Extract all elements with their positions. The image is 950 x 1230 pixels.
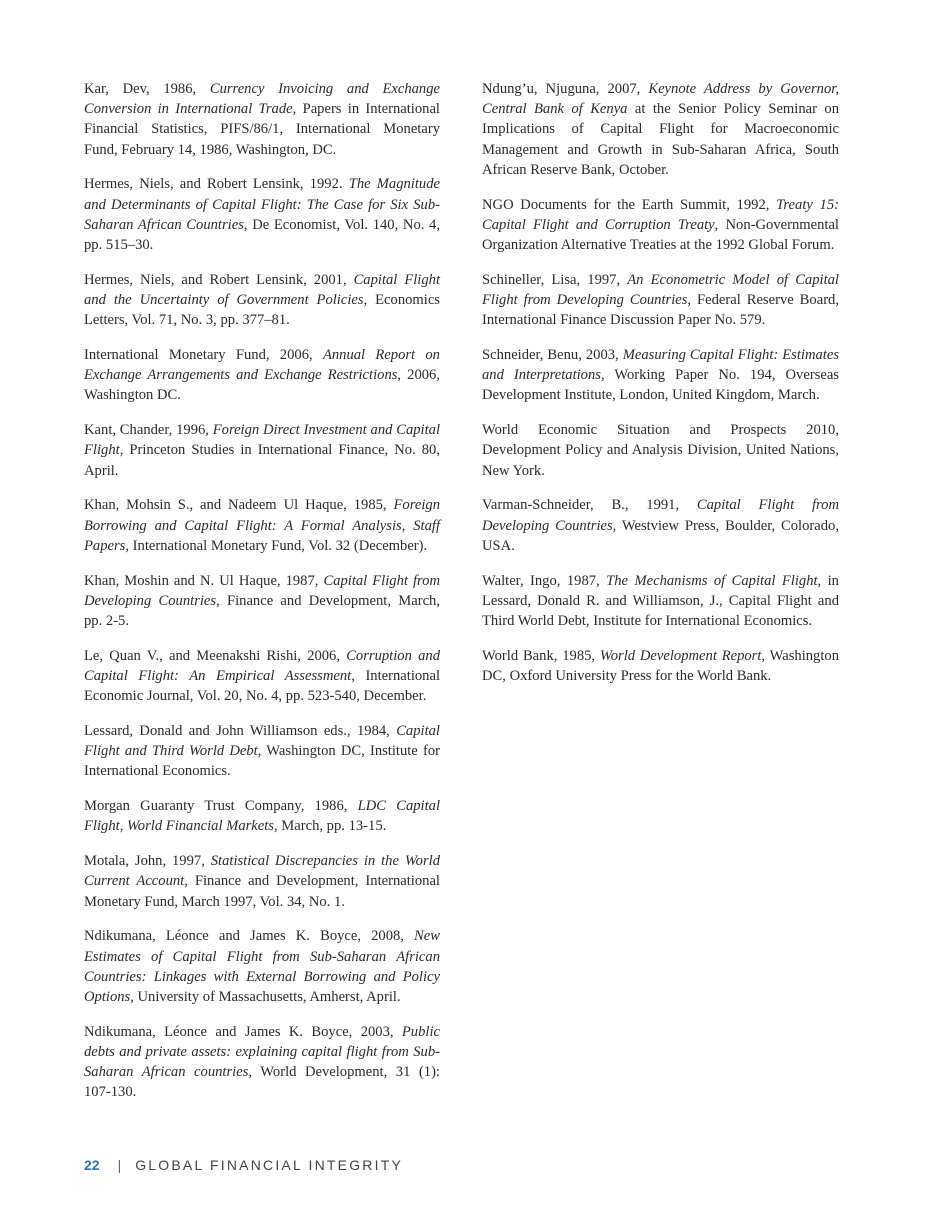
reference-text: , Washington DC, Oxford University Press for the World Bank. (482, 647, 839, 685)
reference-text: NGO Documents for the Earth Summit, 1992, (482, 196, 777, 213)
reference-entry (84, 796, 440, 836)
reference-text: Khan, Moshin and N. Ul Haque, 1987, (84, 572, 324, 589)
references-left-column (84, 79, 440, 1117)
reference-text: , World Development, 31 (1): 107-130. (84, 1064, 440, 1101)
footer-separator: | (117, 1157, 122, 1173)
reference-title: Keynote Address by Governor, Central Bank of Kenya (482, 81, 839, 118)
reference-entry (84, 79, 440, 160)
reference-entry (84, 571, 440, 632)
reference-title: World Financial Markets (126, 818, 274, 835)
reference-title: Capital Flight and Third World Debt (84, 723, 440, 760)
references-right-column (482, 79, 839, 701)
reference-text: , Finance and Development, International Monetary Fund, March 1997, Vol. 34, No. 1. (84, 873, 440, 910)
reference-text: Kar, Dev, 1986, (84, 81, 210, 97)
reference-entry (482, 495, 839, 556)
reference-title: An Econometric Model of Capital Flight from Developing Countries (482, 271, 839, 309)
reference-title: Measuring Capital Flight: Estimates and Interpretations (482, 347, 839, 384)
reference-entry (482, 79, 839, 180)
reference-text: Hermes, Niels, and Robert Lensink, 2001, (84, 271, 354, 288)
reference-text: , in Lessard, Donald R. and Williamson, J., Capital Flight and Third World Debt, Institute for International Economics. (482, 572, 839, 630)
reference-title: Treaty 15: Capital Flight and Corruption Treaty (482, 196, 839, 233)
page-footer (84, 1157, 403, 1173)
reference-text: , Westview Press, Boulder, Colorado, USA. (482, 517, 839, 554)
reference-text: , Federal Reserve Board, International Finance Discussion Paper No. 579. (482, 292, 839, 329)
reference-text: , March, pp. 13-15. (274, 818, 387, 835)
reference-text: Khan, Mohsin S., and Nadeem Ul Haque, 1985, (84, 497, 394, 514)
reference-text: Schineller, Lisa, 1997, (482, 271, 628, 288)
reference-text: Le, Quan V., and Meenakshi Rishi, 2006, (84, 647, 347, 664)
reference-entry (84, 270, 440, 331)
page-number: 22 (84, 1157, 100, 1173)
reference-title: Capital Flight from Developing Countries (482, 497, 839, 534)
reference-entry (482, 270, 839, 331)
reference-text: , De Economist, Vol. 140, No. 4, pp. 515–30. (84, 216, 440, 254)
reference-text: , International Economic Journal, Vol. 20, No. 4, pp. 523-540, December. (84, 668, 440, 705)
reference-title: The Magnitude and Determinants of Capital Flight: The Case for Six Sub-Saharan African Countries (84, 176, 440, 233)
reference-text: at the Senior Policy Seminar on Implications of Capital Flight for Macroeconomic Management and Growth in Sub-Saharan Africa, South African Reserve Bank, October. (482, 101, 839, 178)
reference-title: LDC Capital Flight (84, 798, 440, 835)
reference-entry (84, 646, 440, 707)
reference-text: , Finance and Development, March, pp. 2-5. (84, 592, 440, 630)
reference-title: Currency Invoicing and Exchange Conversion in International Trade (84, 81, 440, 118)
footer-organization: GLOBAL FINANCIAL INTEGRITY (135, 1157, 403, 1173)
reference-text: , Princeton Studies in International Finance, No. 80, April. (84, 442, 440, 479)
reference-entry (84, 174, 440, 255)
reference-entry (482, 571, 839, 632)
reference-text: , Washington DC, Institute for International Economics. (84, 743, 440, 780)
reference-title: The Mechanisms of Capital Flight (606, 572, 818, 589)
reference-title: Corruption and Capital Flight: An Empirical Assessment (84, 647, 440, 685)
reference-title: World Development Report (599, 647, 762, 664)
reference-text: Schneider, Benu, 2003, (482, 347, 623, 364)
reference-text: Lessard, Donald and John Williamson eds., 1984, (84, 723, 397, 740)
reference-entry (482, 345, 839, 406)
reference-text: , (401, 517, 414, 534)
reference-text: , 2006, Washington DC. (84, 367, 440, 404)
reference-title: Public debts and private assets: explaining capital flight from Sub-Saharan African countries (84, 1023, 440, 1081)
reference-text: , International Monetary Fund, Vol. 32 (December). (125, 537, 428, 554)
reference-entry (482, 420, 839, 481)
reference-title: Statistical Discrepancies in the World Current Account (84, 853, 440, 890)
reference-entry (84, 345, 440, 406)
reference-entry (84, 926, 440, 1007)
reference-title: Capital Flight and the Uncertainty of Government Policies (84, 271, 441, 309)
reference-entry (84, 851, 440, 912)
reference-text: Kant, Chander, 1996, (84, 422, 213, 439)
reference-text: Ndikumana, Léonce and James K. Boyce, 2008, (84, 928, 415, 945)
reference-text: Ndung’u, Njuguna, 2007, (482, 81, 649, 97)
reference-entry (84, 495, 440, 556)
reference-text: World Economic Situation and Prospects 2010, Development Policy and Analysis Division, United Nations, New York. (482, 422, 839, 479)
reference-text: , Working Paper No. 194, Overseas Development Institute, London, United Kingdom, March. (482, 367, 839, 404)
reference-text: Morgan Guaranty Trust Company, 1986, (84, 798, 358, 815)
reference-entry (84, 420, 440, 481)
reference-title: Staff Papers (84, 517, 441, 554)
reference-text: Motala, John, 1997, (84, 853, 211, 870)
reference-entry (84, 721, 440, 782)
reference-title: Annual Report on Exchange Arrangements and Exchange Restrictions (84, 347, 440, 384)
reference-text: , Non-Governmental Organization Alternative Treaties at the 1992 Global Forum. (482, 216, 839, 254)
reference-entry (84, 1022, 440, 1103)
reference-text: International Monetary Fund, 2006, (84, 347, 323, 364)
reference-text: , University of Massachusetts, Amherst, April. (130, 989, 401, 1006)
reference-text: World Bank, 1985, (482, 647, 600, 664)
reference-text: Varman-Schneider, B., 1991, (482, 497, 697, 514)
reference-text: Hermes, Niels, and Robert Lensink, 1992. (84, 176, 349, 193)
reference-entry (482, 195, 839, 256)
reference-text: Ndikumana, Léonce and James K. Boyce, 2003, (84, 1023, 402, 1040)
reference-title: Foreign Direct Investment and Capital Flight (84, 422, 440, 459)
reference-title: Capital Flight from Developing Countries (84, 572, 440, 609)
reference-text: , Economics Letters, Vol. 71, No. 3, pp. 377–81. (84, 292, 440, 329)
reference-text: Walter, Ingo, 1987, (482, 572, 607, 589)
reference-title: Foreign Borrowing and Capital Flight: A Formal Analysis (84, 497, 440, 534)
reference-entry (482, 646, 839, 686)
reference-title: New Estimates of Capital Flight from Sub-Saharan African Countries: Linkages with External Borrowing and Policy Options (84, 928, 440, 1006)
reference-text: , Papers in International Financial Statistics, PIFS/86/1, International Monetary Fund, February 14, 1986, Washington, DC. (84, 101, 440, 158)
reference-text: , (119, 818, 127, 835)
